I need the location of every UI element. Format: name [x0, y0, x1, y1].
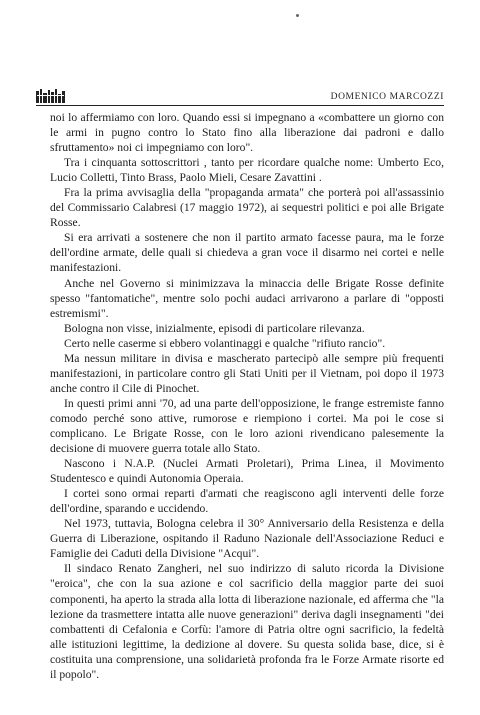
- paragraph: Nel 1973, tuttavia, Bologna celebra il 30° Anniversario della Resistenza e della Guerra di Liberazione, ospitando il Raduno Nazionale dell'Associazione Reduci e Famiglie dei Caduti della Divisione "Acqui".: [50, 517, 444, 561]
- paragraph: I cortei sono ormai reparti d'armati che reagiscono agli interventi delle forze dell'ordine, sparando e uccidendo.: [50, 487, 444, 516]
- paragraph: noi lo affermiamo con loro. Quando essi si impegnano a «combattere un giorno con le armi in pugno contro lo Stato fino alla liberazione dai padroni e dallo sfruttamento» noi ci impegniamo con loro".: [50, 111, 444, 155]
- paragraph: Nascono i N.A.P. (Nuclei Armati Proletari), Prima Linea, il Movimento Studentesco e quindi Autonomia Operaia.: [50, 457, 444, 486]
- paragraph: Il sindaco Renato Zangheri, nel suo indirizzo di saluto ricorda la Divisione "eroica", che con la sua azione e col sacrificio della maggior parte dei suoi componenti, ha aperto la strada alla lotta di liberazione nazionale, ed afferma che "la lezione da trasmettere intatta alle nuove generazioni" deriva dagli insegnamenti "dei combattenti di Cefalonia e Corfù: l'amore di Patria oltre ogni sacrificio, la fedeltà alle istituzioni legittime, la dedizione al dovere. Su questa solida base, dice, si è costituita una comprensione, una solidarietà profonda fra le Forze Armate risorte ed il popolo".: [50, 562, 444, 681]
- header-rule: [36, 105, 444, 106]
- paragraph: In questi primi anni '70, ad una parte dell'opposizione, le frange estremiste fanno comodo perché sono attive, rumorose e riempiono i cortei. Ma poi le cose si complicano. Le Brigate Rosse, con le loro azioni rivendicano palesemente la decisione di muovere guerra totale allo Stato.: [50, 396, 444, 456]
- scan-dot: [296, 14, 299, 17]
- body-text: [50, 110, 444, 682]
- paragraph: Anche nel Governo si minimizzava la minaccia delle Brigate Rosse definite spesso "fantomatiche", mentre solo pochi audaci arrivarono a parlare di "opposti estremismi".: [50, 276, 444, 320]
- ornament-logo: [36, 88, 66, 104]
- paragraph: Fra la prima avvisaglia della "propaganda armata" che porterà poi all'assassinio del Commissario Calabresi (17 maggio 1972), ai sequestri politici e poi alle Brigate Rosse.: [50, 186, 444, 230]
- header-author: DOMENICO MARCOZZI: [330, 92, 444, 102]
- paragraph: Si era arrivati a sostenere che non il partito armato facesse paura, ma le forze dell'ordine armate, delle quali si chiedeva a gran voce il disarmo nei cortei e nelle manifestazioni.: [50, 231, 444, 275]
- paragraph: Certo nelle caserme si ebbero volantinaggi e qualche "rifiuto rancio".: [64, 336, 386, 350]
- paragraph: Ma nessun militare in divisa e mascherato partecipò alle sempre più frequenti manifestazioni, in particolare contro gli Stati Uniti per il Vietnam, poi dopo il 1973 anche contro il Cile di Pinochet.: [50, 351, 444, 395]
- paragraph: Tra i cinquanta sottoscrittori , tanto per ricordare qualche nome: Umberto Eco, Lucio Colletti, Tinto Brass, Paolo Mieli, Cesare Zavattini .: [50, 156, 444, 185]
- paragraph: Bologna non visse, inizialmente, episodi di particolare rilevanza.: [64, 321, 365, 335]
- running-header: [36, 88, 444, 106]
